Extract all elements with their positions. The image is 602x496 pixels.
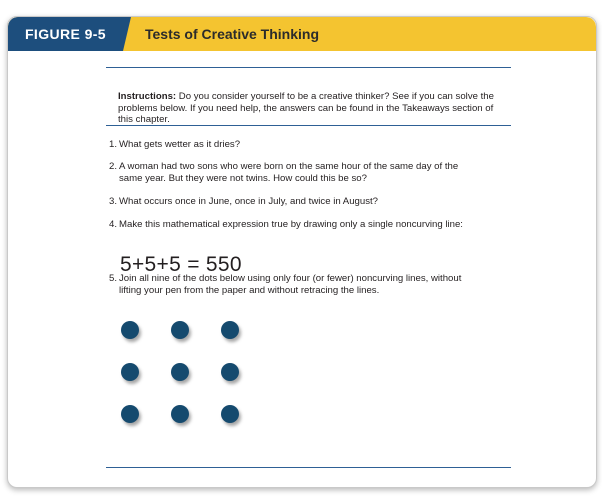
question-5 xyxy=(109,273,509,296)
question-text-line2: lifting your pen from the paper and without retracing the lines. xyxy=(119,284,380,296)
instructions xyxy=(118,91,508,126)
question-text: Make this mathematical expression true by drawing only a single noncurving line: xyxy=(119,219,463,230)
figure-panel xyxy=(7,16,597,488)
instructions-rule xyxy=(106,125,511,126)
question-1 xyxy=(109,139,509,151)
dot xyxy=(121,405,139,423)
dot xyxy=(221,363,239,381)
dot xyxy=(221,321,239,339)
question-number: 4. xyxy=(109,219,118,230)
question-number: 2. xyxy=(109,161,118,172)
instructions-text: Do you consider yourself to be a creative thinker? See if you can solve the problems below. If you need help, the answers can be found in the Takeaways section of this chapter. xyxy=(118,91,494,125)
top-rule xyxy=(106,67,511,68)
figure-title: Tests of Creative Thinking xyxy=(145,26,319,42)
dot xyxy=(221,405,239,423)
question-number: 5. xyxy=(109,273,118,284)
dot xyxy=(171,363,189,381)
question-text-line2: same year. But they were not twins. How could this be so? xyxy=(119,172,367,184)
dot xyxy=(121,363,139,381)
figure-label: FIGURE 9-5 xyxy=(8,17,123,51)
math-expression: 5+5+5 = 550 xyxy=(120,253,242,276)
question-text-line1: A woman had two sons who were born on the same hour of the same day of the xyxy=(119,161,459,172)
dot xyxy=(171,405,189,423)
figure-header xyxy=(8,17,596,51)
dot xyxy=(121,321,139,339)
question-text: What gets wetter as it dries? xyxy=(119,139,241,150)
question-number: 3. xyxy=(109,196,118,207)
bottom-rule xyxy=(106,467,511,468)
question-3 xyxy=(109,196,509,208)
question-4 xyxy=(109,219,509,231)
instructions-label: Instructions: xyxy=(118,91,177,102)
question-number: 1. xyxy=(109,139,118,150)
question-2 xyxy=(109,161,509,184)
figure-label-notch xyxy=(123,17,131,51)
dot xyxy=(171,321,189,339)
question-text-line1: Join all nine of the dots below using only four (or fewer) noncurving lines, without xyxy=(119,273,462,284)
question-text: What occurs once in June, once in July, and twice in August? xyxy=(119,196,378,207)
